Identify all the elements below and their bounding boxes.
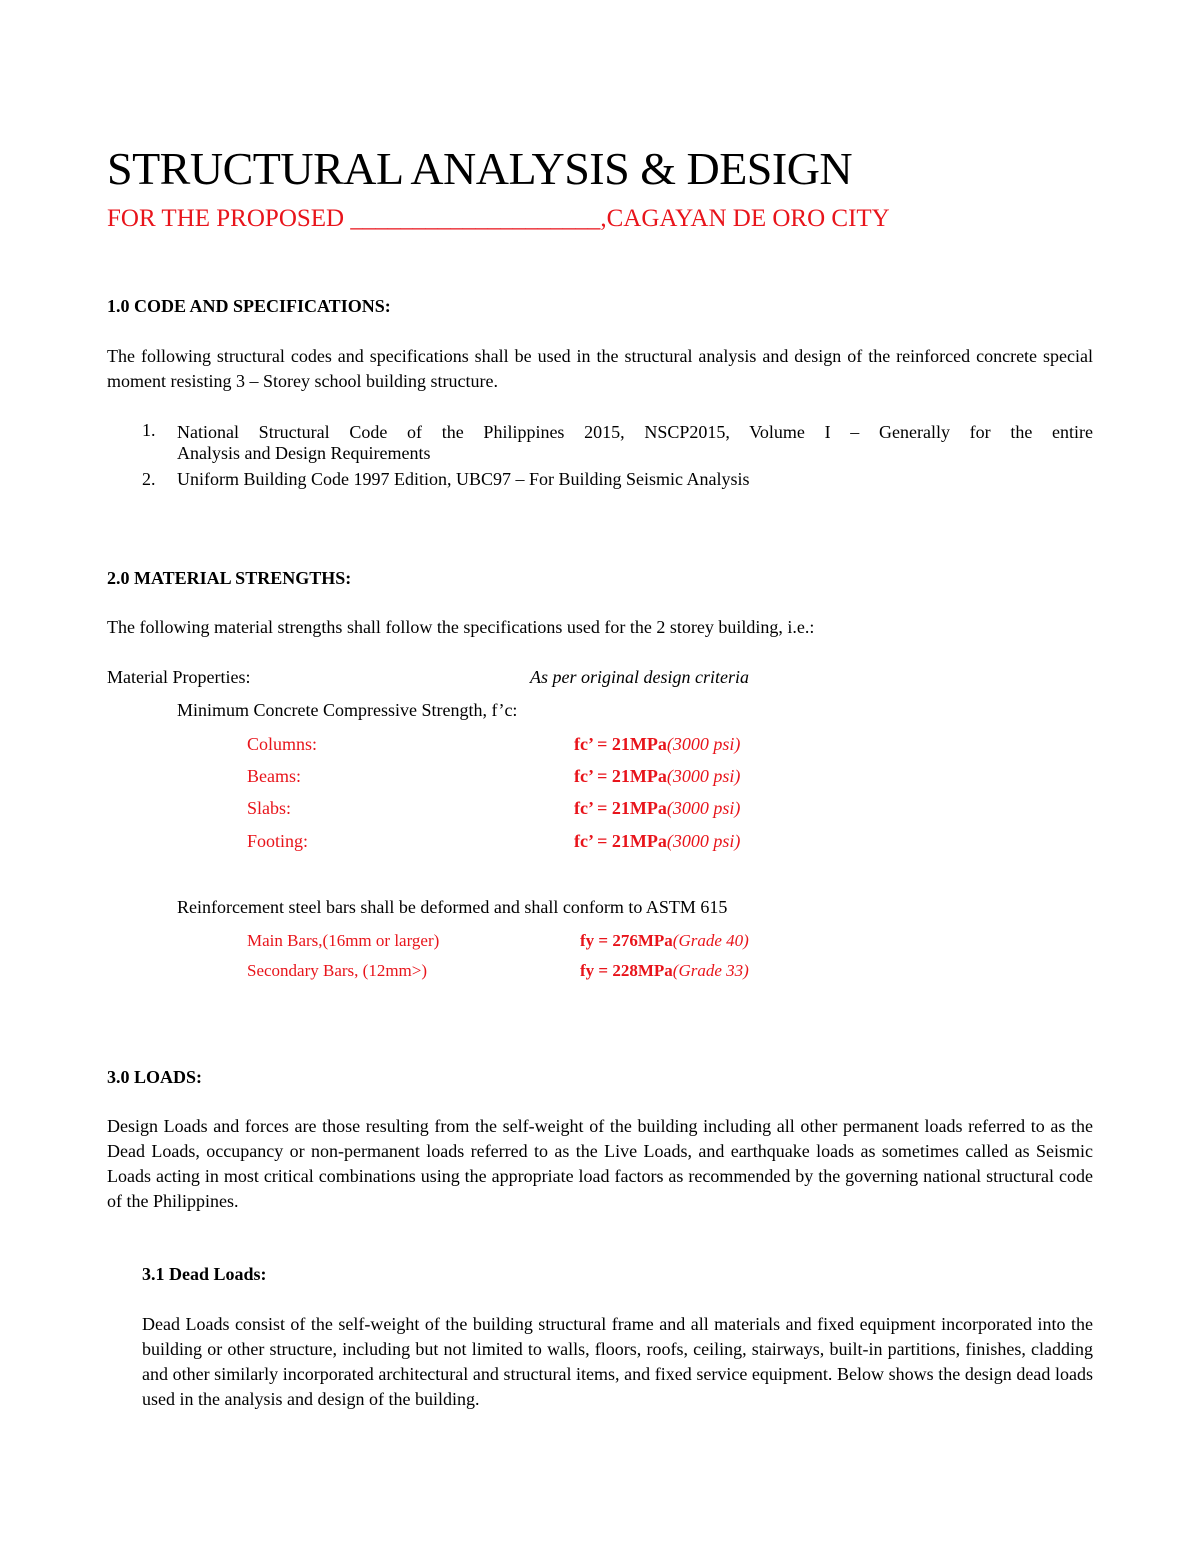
section-2-heading: 2.0 MATERIAL STRENGTHS:	[107, 568, 352, 588]
document-subtitle: FOR THE PROPOSED ____________________,CAGAYAN DE ORO CITY	[107, 205, 890, 232]
list-item-text-continued: Analysis and Design Requirements	[177, 443, 431, 463]
concrete-note: (3000 psi)	[666, 798, 741, 818]
steel-row-value	[580, 961, 749, 981]
list-item-text: National Structural Code of the Philippines 2015, NSCP2015, Volume I – Generally for the entire	[177, 422, 1093, 442]
concrete-note: (3000 psi)	[666, 734, 741, 754]
list-item-number: 2.	[142, 469, 156, 489]
document-title: STRUCTURAL ANALYSIS & DESIGN	[107, 143, 853, 194]
steel-value: fy = 228MPa	[580, 961, 673, 980]
section-1-paragraph: The following structural codes and specifications shall be used in the structural analysis and design of the reinforced concrete special moment resisting 3 – Storey school building structure.	[107, 346, 1093, 391]
steel-row-value	[580, 931, 749, 951]
concrete-value: fc’ = 21MPa	[574, 766, 667, 786]
concrete-value: fc’ = 21MPa	[574, 831, 667, 851]
concrete-row-value	[574, 798, 740, 819]
steel-row-label: Main Bars,(16mm or larger)	[247, 931, 440, 950]
list-item-text: Uniform Building Code 1997 Edition, UBC97 – For Building Seismic Analysis	[177, 469, 750, 489]
concrete-row-value	[574, 766, 740, 787]
concrete-note: (3000 psi)	[666, 766, 741, 786]
concrete-row-value	[574, 831, 740, 852]
concrete-row-label: Beams:	[247, 766, 301, 786]
material-criteria: As per original design criteria	[530, 667, 749, 687]
section-3-paragraph: Design Loads and forces are those resulting from the self-weight of the building including all other permanent loads referred to as the Dead Loads, occupancy or non-permanent loads referred to as the Live Loads, and earthquake loads as sometimes called as Seismic Loads acting in most critical combinations using the appropriate load factors as recommended by the governing national structural code of the Philippines.	[107, 1116, 1093, 1211]
section-2-paragraph: The following material strengths shall follow the specifications used for the 2 storey building, i.e.:	[107, 617, 815, 637]
section-3-1-heading: 3.1 Dead Loads:	[142, 1264, 267, 1284]
concrete-strength-label: Minimum Concrete Compressive Strength, f’c:	[177, 700, 518, 720]
steel-label: Reinforcement steel bars shall be deformed and shall conform to ASTM 615	[177, 897, 728, 917]
steel-value: fy = 276MPa	[580, 931, 673, 950]
concrete-value: fc’ = 21MPa	[574, 798, 667, 818]
section-1-heading: 1.0 CODE AND SPECIFICATIONS:	[107, 296, 391, 316]
concrete-note: (3000 psi)	[666, 831, 741, 851]
concrete-value: fc’ = 21MPa	[574, 734, 667, 754]
material-properties-label: Material Properties:	[107, 667, 251, 687]
steel-note: (Grade 40)	[672, 931, 749, 950]
section-3-heading: 3.0 LOADS:	[107, 1067, 203, 1087]
concrete-row-value	[574, 734, 740, 755]
concrete-row-label: Slabs:	[247, 798, 292, 818]
list-item-number: 1.	[142, 420, 156, 440]
steel-note: (Grade 33)	[672, 961, 749, 980]
steel-row-label: Secondary Bars, (12mm>)	[247, 961, 428, 980]
section-3-1-paragraph: Dead Loads consist of the self-weight of the building structural frame and all materials and fixed equipment incorporated into the building or other structure, including but not limited to walls, floors, roofs, ceiling, stairways, built-in partitions, finishes, cladding and other similarly incorporated architectural and structural items, and fixed service equipment. Below shows the design dead loads used in the analysis and design of the building.	[142, 1314, 1093, 1409]
concrete-row-label: Footing:	[247, 831, 309, 851]
concrete-row-label: Columns:	[247, 734, 318, 754]
